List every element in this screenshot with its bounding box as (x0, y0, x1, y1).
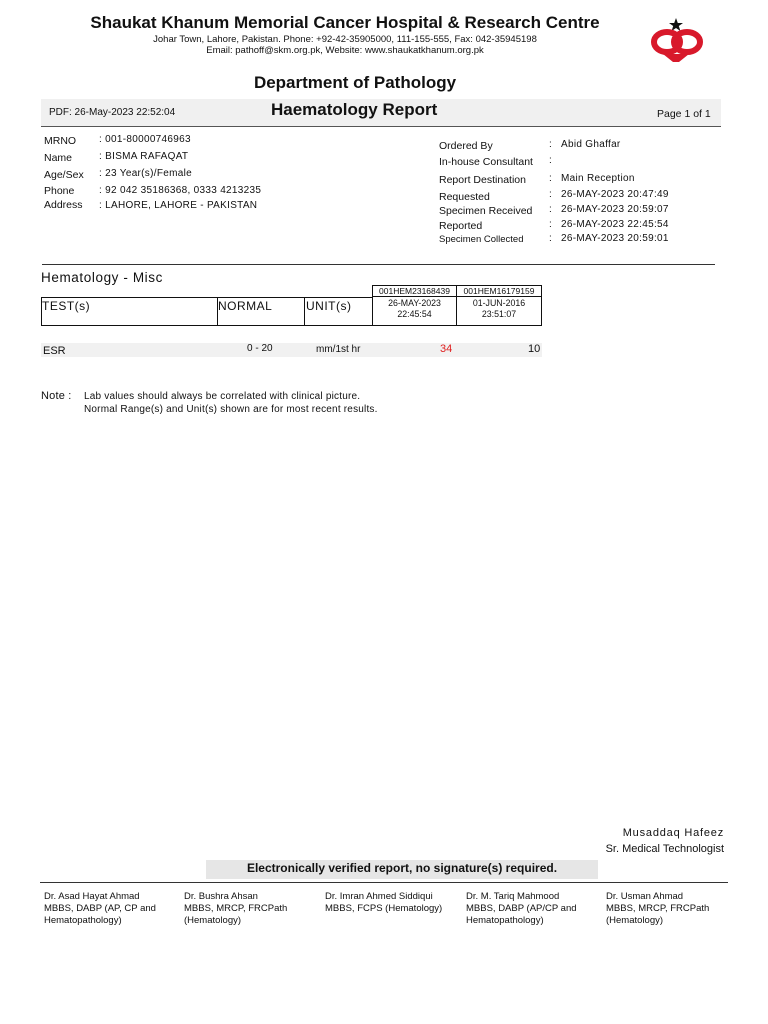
doctor-qualification: MBBS, MRCP, FRCPath (Hematology) (184, 903, 288, 926)
doctor-name: Dr. M. Tariq Mahmood (466, 891, 560, 902)
date-1: 26-MAY-2023 (388, 298, 441, 308)
doctor-qualification: MBBS, DABP (AP, CP and Hematopathology) (44, 903, 156, 926)
table-row (41, 343, 542, 357)
row-test: ESR (43, 345, 66, 357)
specimen-code-2: 001HEM16179159 (463, 286, 535, 296)
ordered-by-label: Ordered By (439, 140, 493, 152)
phone-value: : 92 042 35186368, 0333 4213235 (99, 185, 262, 196)
note-line-2: Normal Range(s) and Unit(s) shown are for most recent results. (84, 404, 378, 415)
phone-label: Phone (44, 185, 75, 197)
signatory-title: Sr. Medical Technologist (605, 843, 724, 855)
doctor-name: Dr. Asad Hayat Ahmad (44, 891, 140, 902)
doctor-qualification: MBBS, MRCP, FRCPath (Hematology) (606, 903, 710, 926)
hospital-contact: Email: pathoff@skm.org.pk, Website: www.shaukatkhanum.org.pk (206, 45, 484, 56)
doctor-4 (466, 891, 596, 927)
time-1: 22:45:54 (397, 309, 432, 319)
footer-divider (40, 882, 728, 883)
row-normal: 0 - 20 (247, 343, 273, 354)
requested-value: 26-MAY-2023 20:47:49 (561, 189, 669, 200)
row-value-current: 34 (440, 343, 453, 355)
row-unit: mm/1st hr (316, 344, 361, 355)
consultant-label: In-house Consultant (439, 156, 533, 168)
note-line-1: Lab values should always be correlated with clinical picture. (84, 391, 361, 402)
section-title: Hematology - Misc (41, 270, 163, 285)
col-unit-header: UNIT(s) (306, 299, 352, 313)
collected-label: Specimen Collected (439, 234, 524, 245)
agesex-value: : 23 Year(s)/Female (99, 168, 192, 179)
name-label: Name (44, 152, 73, 164)
hospital-address: Johar Town, Lahore, Pakistan. Phone: +92-42-35905000, 111-155-555, Fax: 042-35945198 (153, 34, 537, 45)
doctor-qualification: MBBS, DABP (AP/CP and Hematopathology) (466, 903, 577, 926)
doctor-name: Dr. Bushra Ahsan (184, 891, 258, 902)
doctor-5 (606, 891, 736, 927)
received-value: 26-MAY-2023 20:59:07 (561, 204, 669, 215)
doctor-2 (184, 891, 314, 927)
note-label: Note : (41, 390, 72, 402)
report-title: Haematology Report (271, 100, 438, 119)
doctor-name: Dr. Usman Ahmad (606, 891, 684, 902)
doctor-3 (325, 891, 460, 915)
address-label: Address (44, 199, 83, 211)
requested-label: Requested (439, 191, 490, 203)
pdf-timestamp: PDF: 26-May-2023 22:52:04 (49, 107, 176, 118)
skm-logo-icon (649, 16, 707, 64)
doctor-qualification: MBBS, FCPS (Hematology) (325, 903, 443, 914)
destination-label: Report Destination (439, 174, 526, 186)
address-value: : LAHORE, LAHORE - PAKISTAN (99, 200, 258, 211)
col-test-header: TEST(s) (42, 299, 91, 313)
doctor-name: Dr. Imran Ahmed Siddiqui (325, 891, 433, 902)
page-number: Page 1 of 1 (657, 108, 711, 120)
destination-value: Main Reception (561, 173, 635, 184)
date-2: 01-JUN-2016 (472, 298, 526, 308)
doctor-1 (44, 891, 174, 927)
signatory-name: Musaddaq Hafeez (622, 827, 724, 839)
verified-banner: Electronically verified report, no signature(s) required. (206, 860, 598, 879)
collected-value: 26-MAY-2023 20:59:01 (561, 233, 669, 244)
name-value: : BISMA RAFAQAT (99, 151, 189, 162)
hospital-name: Shaukat Khanum Memorial Cancer Hospital & Research Centre (90, 13, 600, 32)
specimen-code-1: 001HEM23168439 (379, 286, 450, 296)
reported-label: Reported (439, 220, 483, 232)
col-normal-header: NORMAL (218, 299, 273, 313)
mrno-value: : 001-80000746963 (99, 134, 191, 145)
received-label: Specimen Received (439, 205, 533, 217)
agesex-label: Age/Sex (44, 169, 84, 181)
row-value-previous: 10 (528, 343, 541, 355)
time-2: 23:51:07 (481, 309, 517, 319)
mrno-label: MRNO (44, 135, 77, 147)
section-divider (42, 264, 715, 265)
ordered-by-value: Abid Ghaffar (561, 139, 621, 150)
department-title: Department of Pathology (253, 73, 457, 92)
reported-value: 26-MAY-2023 22:45:54 (561, 219, 669, 230)
